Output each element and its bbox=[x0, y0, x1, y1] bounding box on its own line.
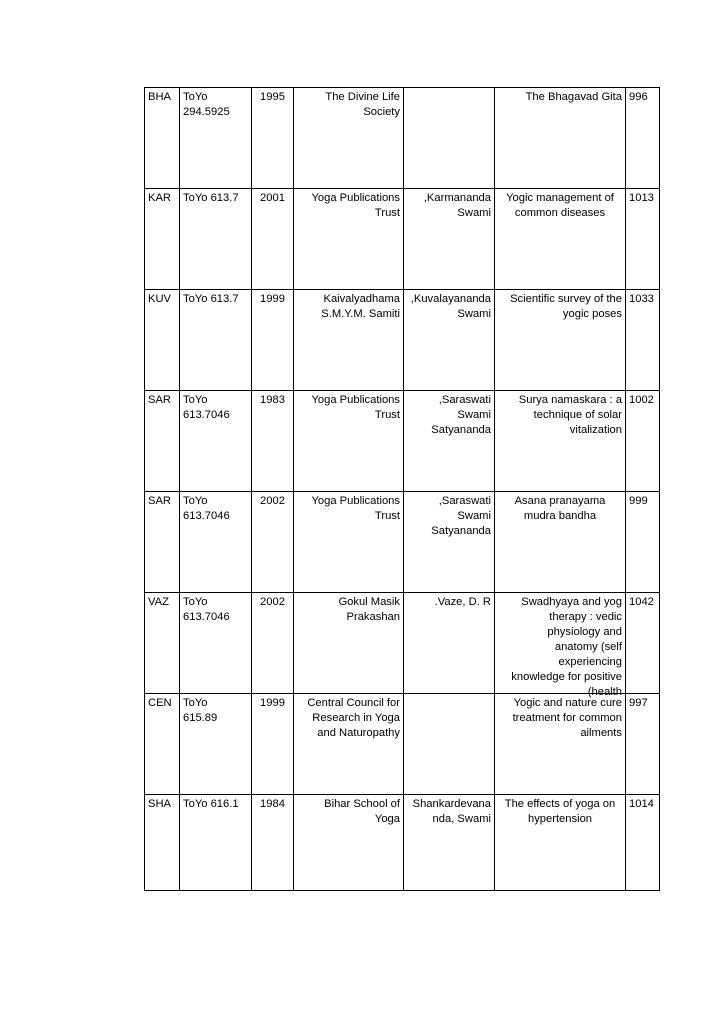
code-cell: SAR bbox=[145, 492, 180, 593]
publisher-cell: Bihar School of Yoga bbox=[294, 795, 404, 891]
id-cell: 997 bbox=[626, 694, 660, 795]
code-cell: BHA bbox=[145, 88, 180, 189]
table-row bbox=[145, 795, 660, 891]
code-cell: KUV bbox=[145, 290, 180, 391]
title-cell: Asana pranayama mudra bandha bbox=[495, 492, 626, 593]
table-row bbox=[145, 492, 660, 593]
year-cell: 2001 bbox=[252, 189, 294, 290]
call-number-cell: ToYo 613.7 bbox=[180, 290, 252, 391]
year-cell: 1983 bbox=[252, 391, 294, 492]
call-number-cell: ToYo 616.1 bbox=[180, 795, 252, 891]
publisher-cell: Yoga Publications Trust bbox=[294, 189, 404, 290]
year-cell: 1999 bbox=[252, 290, 294, 391]
title-cell: The Bhagavad Gita bbox=[495, 88, 626, 189]
publisher-cell: The Divine Life Society bbox=[294, 88, 404, 189]
call-number-cell: ToYo 294.5925 bbox=[180, 88, 252, 189]
author-cell: ,Saraswati Swami Satyananda bbox=[404, 391, 495, 492]
title-cell: Yogic and nature cure treatment for common ailments bbox=[495, 694, 626, 795]
year-cell: 1999 bbox=[252, 694, 294, 795]
id-cell: 996 bbox=[626, 88, 660, 189]
title-cell: Scientific survey of the yogic poses bbox=[495, 290, 626, 391]
table-row bbox=[145, 189, 660, 290]
year-cell: 1995 bbox=[252, 88, 294, 189]
call-number-cell: ToYo 613.7 bbox=[180, 189, 252, 290]
code-cell: SHA bbox=[145, 795, 180, 891]
title-cell: Surya namaskara : a technique of solar vitalization bbox=[495, 391, 626, 492]
id-cell: 999 bbox=[626, 492, 660, 593]
publisher-cell: Gokul Masik Prakashan bbox=[294, 593, 404, 694]
year-cell: 2002 bbox=[252, 492, 294, 593]
publisher-cell: Central Council for Research in Yoga and Naturopathy bbox=[294, 694, 404, 795]
call-number-cell: ToYo 613.7046 bbox=[180, 391, 252, 492]
title-cell: Yogic management of common diseases bbox=[495, 189, 626, 290]
code-cell: KAR bbox=[145, 189, 180, 290]
code-cell: CEN bbox=[145, 694, 180, 795]
author-cell: ,Saraswati Swami Satyananda bbox=[404, 492, 495, 593]
author-cell: ,Karmananda Swami bbox=[404, 189, 495, 290]
author-cell: Shankardevana nda, Swami bbox=[404, 795, 495, 891]
publisher-cell: Yoga Publications Trust bbox=[294, 492, 404, 593]
author-cell bbox=[404, 88, 495, 189]
publisher-cell: Kaivalyadhama S.M.Y.M. Samiti bbox=[294, 290, 404, 391]
id-cell: 1013 bbox=[626, 189, 660, 290]
call-number-cell: ToYo 615.89 bbox=[180, 694, 252, 795]
year-cell: 1984 bbox=[252, 795, 294, 891]
year-cell: 2002 bbox=[252, 593, 294, 694]
table-row bbox=[145, 694, 660, 795]
author-cell: ,Kuvalayananda Swami bbox=[404, 290, 495, 391]
catalog-table bbox=[144, 87, 660, 891]
id-cell: 1033 bbox=[626, 290, 660, 391]
author-cell: .Vaze, D. R bbox=[404, 593, 495, 694]
call-number-cell: ToYo 613.7046 bbox=[180, 492, 252, 593]
id-cell: 1014 bbox=[626, 795, 660, 891]
title-cell bbox=[495, 593, 626, 698]
publisher-cell: Yoga Publications Trust bbox=[294, 391, 404, 492]
catalog-table-body bbox=[145, 88, 660, 891]
title-text: Swadhyaya and yog therapy : vedic physiology and anatomy (self experiencing knowledge for positive (health bbox=[511, 596, 622, 698]
call-number-cell: ToYo 613.7046 bbox=[180, 593, 252, 694]
code-cell: VAZ bbox=[145, 593, 180, 694]
id-cell: 1042 bbox=[626, 593, 660, 694]
table-row bbox=[145, 593, 660, 694]
table-row bbox=[145, 391, 660, 492]
table-row bbox=[145, 290, 660, 391]
id-cell: 1002 bbox=[626, 391, 660, 492]
code-cell: SAR bbox=[145, 391, 180, 492]
author-cell bbox=[404, 694, 495, 795]
title-cell: The effects of yoga on hypertension bbox=[495, 795, 626, 891]
table-row bbox=[145, 88, 660, 189]
